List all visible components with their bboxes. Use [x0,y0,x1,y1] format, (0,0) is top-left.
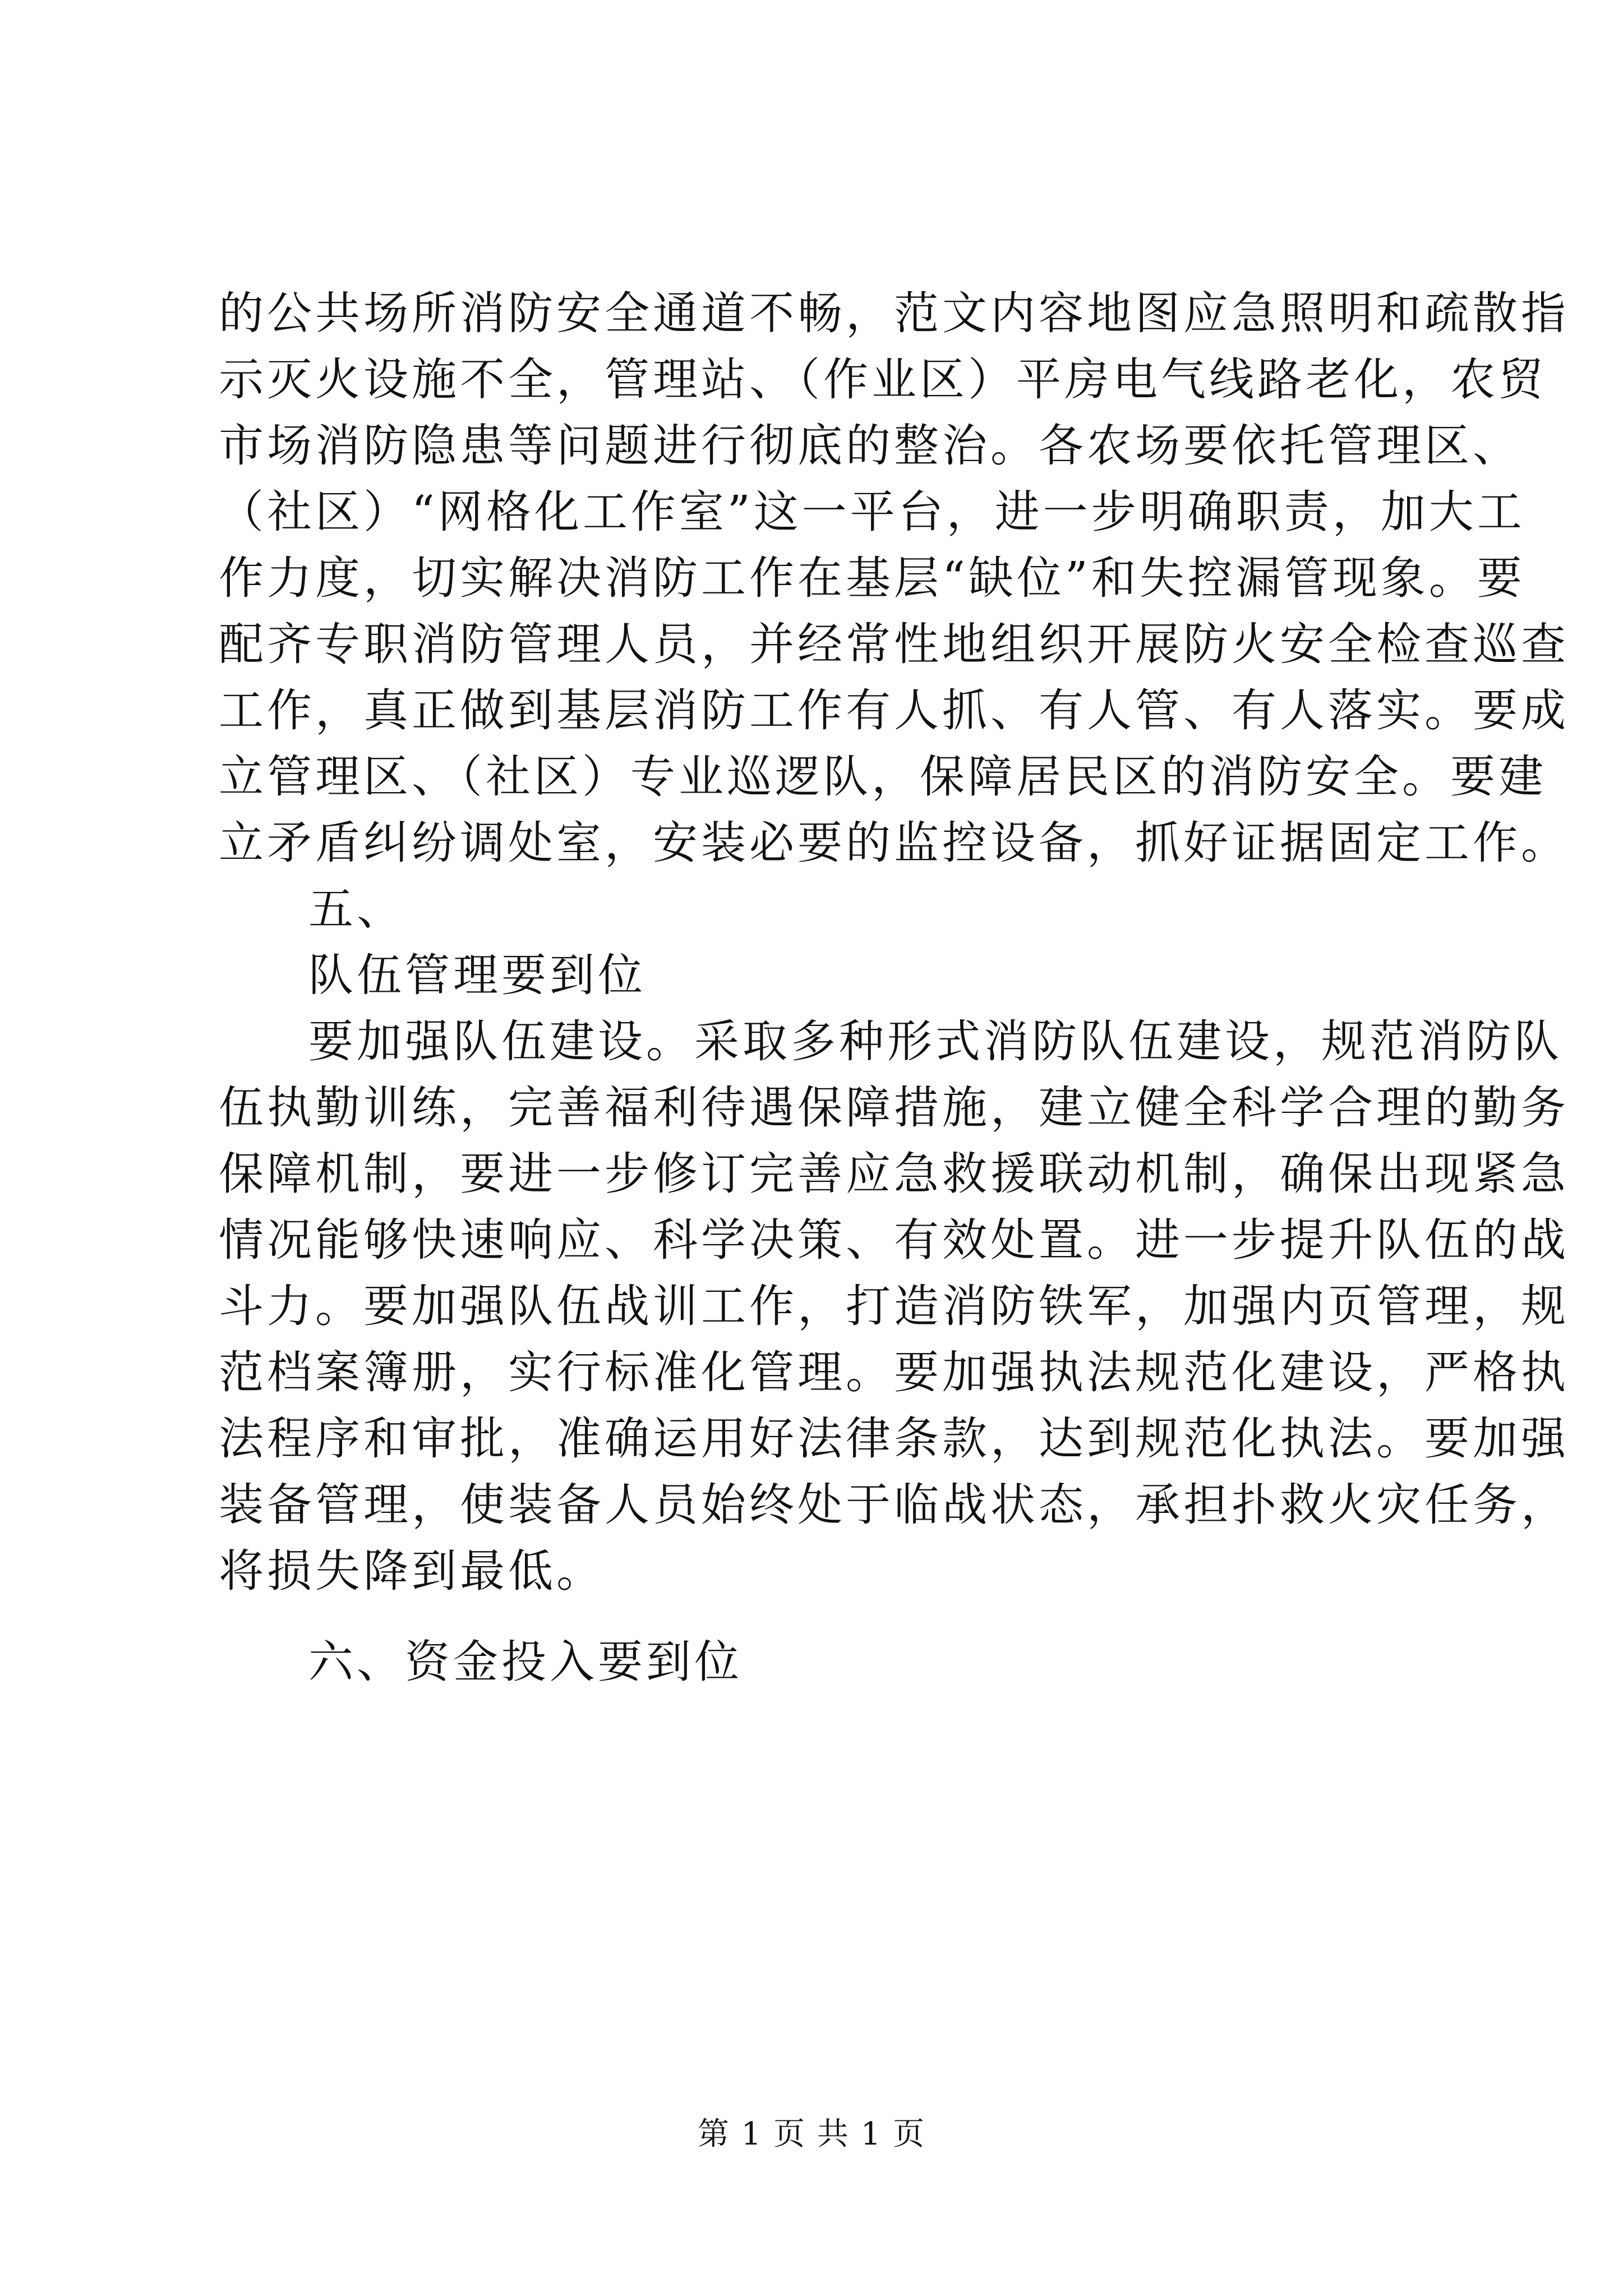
paragraph-line: 立管理区、（社区）专业巡逻队，保障居民区的消防安全。要建 [219,751,1547,803]
section-heading: 队伍管理要到位 [308,949,646,1001]
paragraph-line: （社区）“网格化工作室”这一平台，进一步明确职责，加大工 [219,486,1525,538]
paragraph-line: 要加强队伍建设。采取多种形式消防队伍建设，规范消防队 [308,1015,1562,1068]
paragraph-line: 范档案簿册，实行标准化管理。要加强执法规范化建设，严格执 [219,1346,1569,1398]
paragraph-line: 装备管理，使装备人员始终处于临战状态，承担扑救火灾任务， [219,1479,1569,1531]
paragraph-line: 配齐专职消防管理人员，并经常性地组织开展防火安全检查巡查 [219,618,1569,670]
page-footer: 第 1 页 共 1 页 [697,2116,926,2152]
section-number: 五、 [308,883,405,935]
paragraph-line: 工作，真正做到基层消防工作有人抓、有人管、有人落实。要成 [219,684,1569,737]
paragraph-line: 将损失降到最低。 [219,1545,605,1597]
section-heading: 六、资金投入要到位 [308,1636,743,1688]
paragraph-line: 立矛盾纠纷调处室，安装必要的监控设备，抓好证据固定工作。 [219,817,1569,869]
paragraph-line: 伍执勤训练，完善福利待遇保障措施，建立健全科学合理的勤务 [219,1082,1569,1134]
paragraph-line: 作力度，切实解决消防工作在基层“缺位”和失控漏管现象。要 [219,552,1525,604]
document-body [219,280,1569,1695]
paragraph-line: 示灭火设施不全，管理站、（作业区）平房电气线路老化，农贸 [219,353,1547,406]
paragraph-line: 的公共场所消防安全通道不畅，范文内容地图应急照明和疏散指 [219,287,1569,339]
paragraph-line: 市场消防隐患等问题进行彻底的整治。各农场要依托管理区、 [219,420,1521,472]
paragraph-line: 情况能够快速响应、科学决策、有效处置。进一步提升队伍的战 [219,1214,1569,1266]
paragraph-line: 法程序和审批，准确运用好法律条款，达到规范化执法。要加强 [219,1412,1569,1465]
paragraph-line: 保障机制，要进一步修订完善应急救援联动机制，确保出现紧急 [219,1148,1569,1200]
paragraph-line: 斗力。要加强队伍战训工作，打造消防铁军，加强内页管理，规 [219,1280,1569,1332]
